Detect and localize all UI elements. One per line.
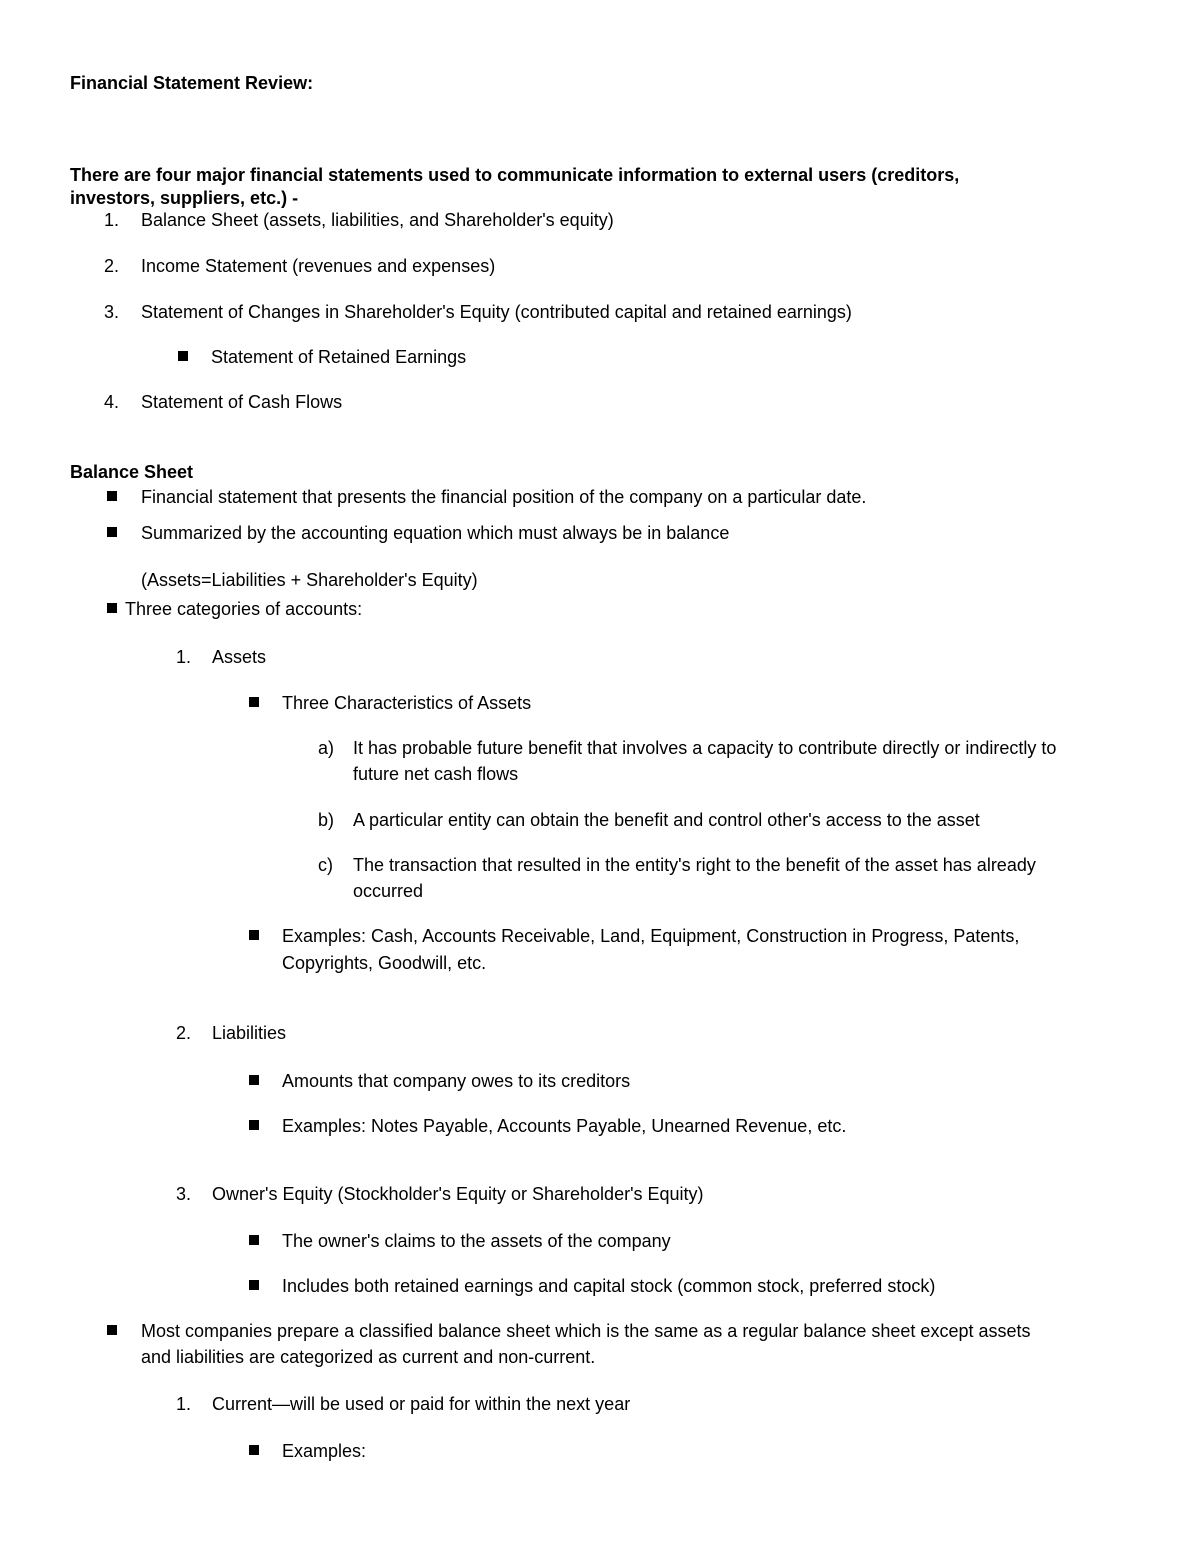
- list-item-continuation: and liabilities are categorized as current and non-current.: [141, 1347, 596, 1367]
- list-number: 4.: [104, 392, 120, 412]
- intro-text-line2: investors, suppliers, etc.) -: [70, 188, 299, 208]
- square-bullet-icon: [249, 1280, 259, 1290]
- list-item: Examples:: [282, 1441, 367, 1461]
- list-number: 2.: [104, 256, 120, 276]
- square-bullet-icon: [249, 930, 259, 940]
- list-item: Current—will be used or paid for within the next year: [212, 1394, 631, 1414]
- list-number: 3.: [176, 1184, 192, 1204]
- square-bullet-icon: [178, 351, 188, 361]
- square-bullet-icon: [107, 603, 117, 613]
- square-bullet-icon: [249, 1235, 259, 1245]
- list-item: The transaction that resulted in the entity's right to the benefit of the asset has already: [353, 855, 1036, 875]
- list-item-continuation: future net cash flows: [353, 764, 519, 784]
- list-item: Financial statement that presents the financial position of the company on a particular date.: [141, 487, 867, 507]
- square-bullet-icon: [249, 1120, 259, 1130]
- square-bullet-icon: [249, 1445, 259, 1455]
- list-item-continuation: Copyrights, Goodwill, etc.: [282, 953, 487, 973]
- square-bullet-icon: [107, 527, 117, 537]
- list-item: Includes both retained earnings and capital stock (common stock, preferred stock): [282, 1276, 936, 1296]
- square-bullet-icon: [249, 697, 259, 707]
- list-item: Three Characteristics of Assets: [282, 693, 532, 713]
- section-heading: Balance Sheet: [70, 462, 194, 482]
- list-item: It has probable future benefit that involves a capacity to contribute directly or indirectly to: [353, 738, 1057, 758]
- list-item: Examples: Cash, Accounts Receivable, Land, Equipment, Construction in Progress, Patents,: [282, 926, 1020, 946]
- list-number: 1.: [104, 210, 120, 230]
- list-letter: a): [318, 738, 335, 758]
- list-letter: c): [318, 855, 333, 875]
- category-assets: Assets: [212, 647, 267, 667]
- square-bullet-icon: [107, 491, 117, 501]
- list-item: A particular entity can obtain the benefit and control other's access to the asset: [353, 810, 980, 830]
- category-equity: Owner's Equity (Stockholder's Equity or Shareholder's Equity): [212, 1184, 704, 1204]
- square-bullet-icon: [249, 1075, 259, 1085]
- list-item: Balance Sheet (assets, liabilities, and Shareholder's equity): [141, 210, 614, 230]
- intro-text-line1: There are four major financial statements used to communicate information to external users (creditors,: [70, 165, 960, 185]
- list-item: Three categories of accounts:: [125, 599, 363, 619]
- square-bullet-icon: [107, 1325, 117, 1335]
- list-number: 1.: [176, 1394, 192, 1414]
- list-item: Statement of Cash Flows: [141, 392, 343, 412]
- list-item: Statement of Changes in Shareholder's Equity (contributed capital and retained earnings): [141, 302, 852, 322]
- accounting-equation: (Assets=Liabilities + Shareholder's Equity): [141, 570, 478, 590]
- category-liabilities: Liabilities: [212, 1023, 287, 1043]
- list-item: Amounts that company owes to its creditors: [282, 1071, 631, 1091]
- list-item-continuation: occurred: [353, 881, 424, 901]
- list-number: 2.: [176, 1023, 192, 1043]
- list-letter: b): [318, 810, 335, 830]
- document-title: Financial Statement Review:: [70, 73, 314, 93]
- list-item: The owner's claims to the assets of the company: [282, 1231, 671, 1251]
- list-item: Most companies prepare a classified balance sheet which is the same as a regular balance sheet except assets: [141, 1321, 1031, 1341]
- list-item: Summarized by the accounting equation which must always be in balance: [141, 523, 730, 543]
- list-item: Income Statement (revenues and expenses): [141, 256, 496, 276]
- list-number: 3.: [104, 302, 120, 322]
- list-number: 1.: [176, 647, 192, 667]
- list-item: Examples: Notes Payable, Accounts Payable, Unearned Revenue, etc.: [282, 1116, 847, 1136]
- sub-list-item: Statement of Retained Earnings: [211, 347, 467, 367]
